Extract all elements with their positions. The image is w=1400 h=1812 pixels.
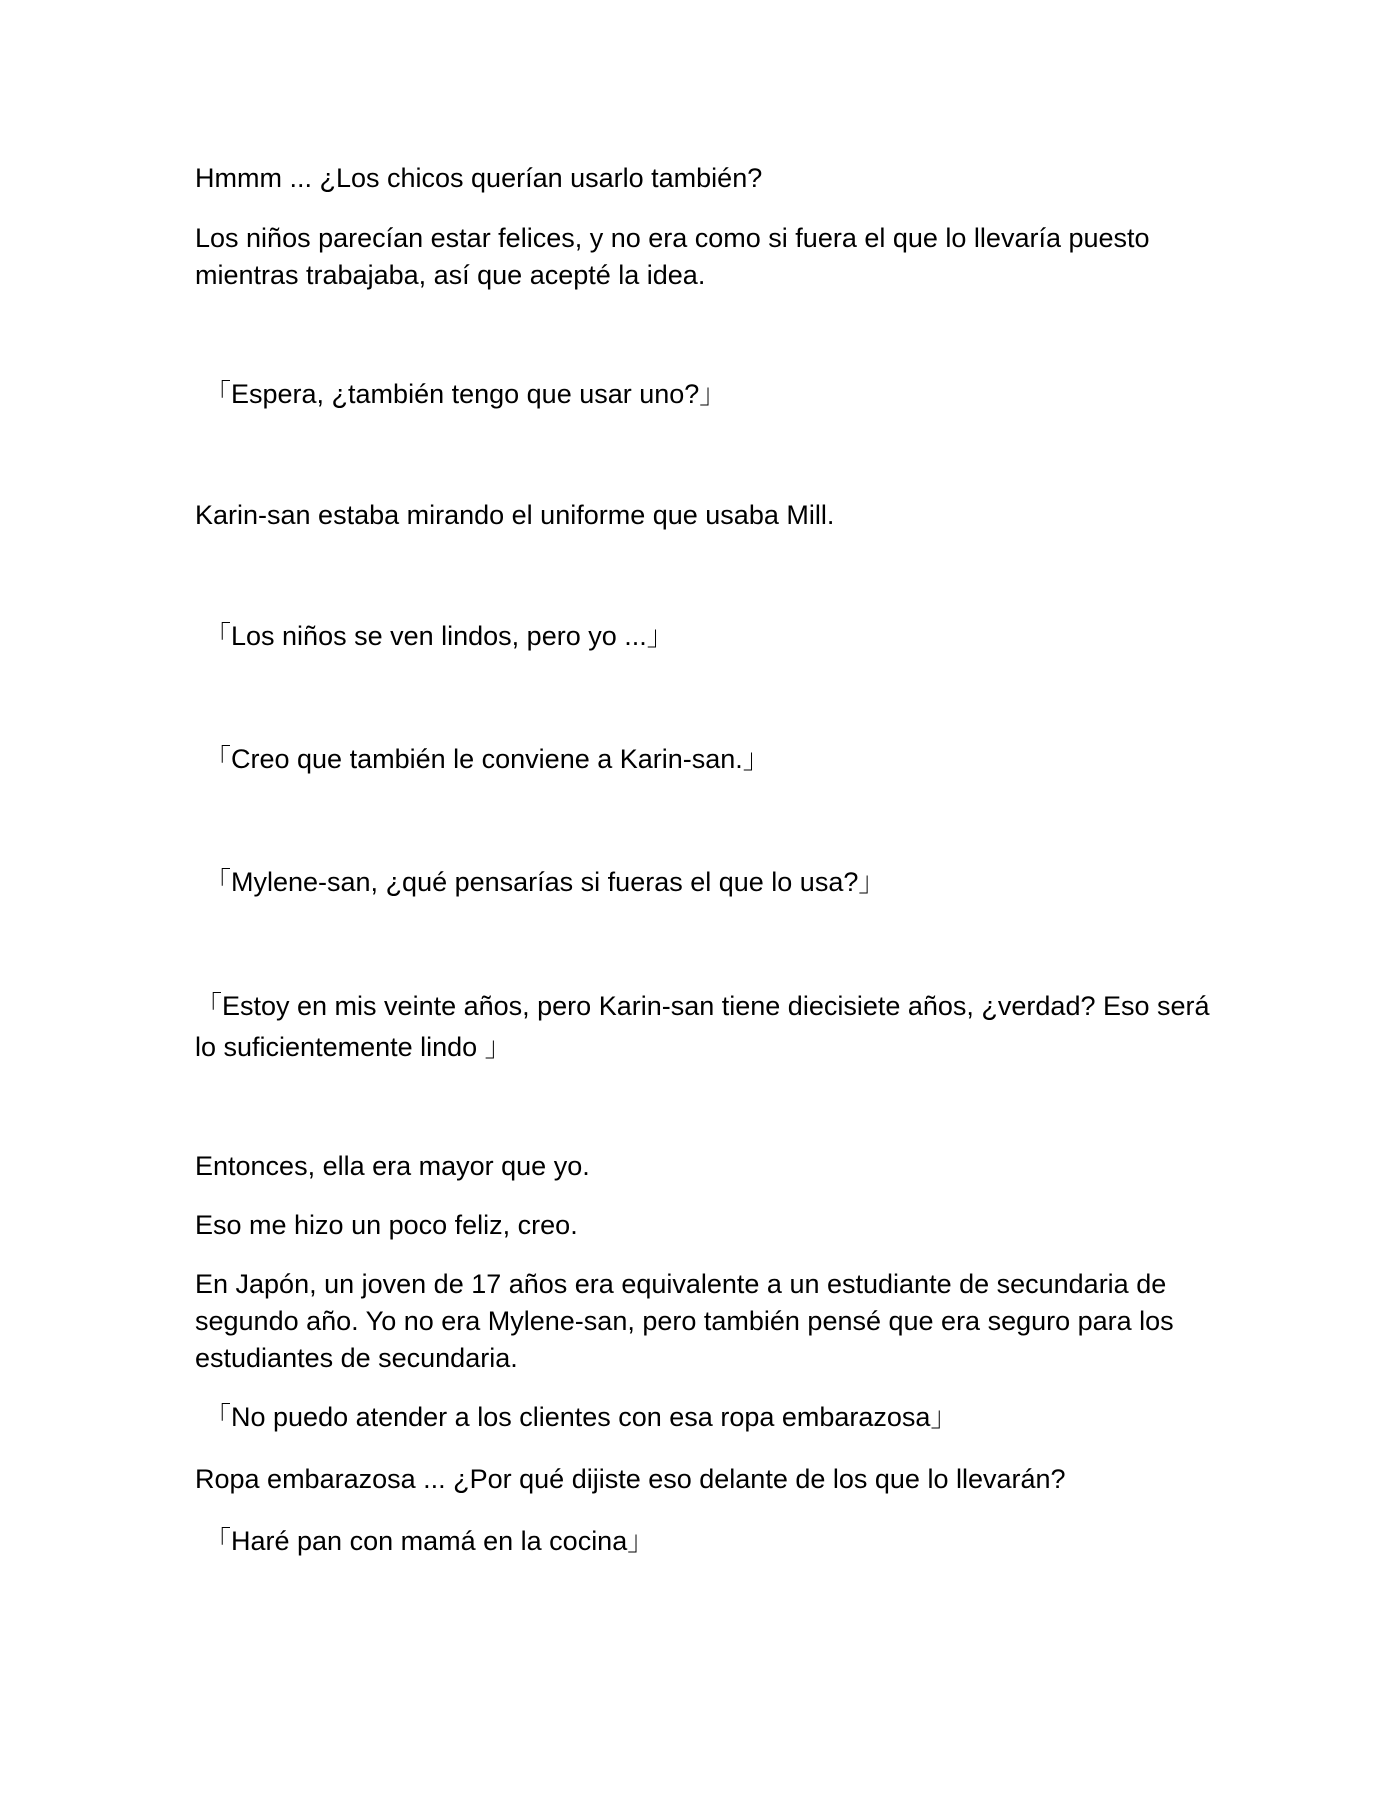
dialogue-line: 「Estoy en mis veinte años, pero Karin-san tiene diecisiete años, ¿verdad? Eso será lo suficientemente lindo 」 bbox=[195, 991, 1210, 1062]
dialogue-line: 「Haré pan con mamá en la cocina」 bbox=[204, 1526, 655, 1556]
narration-paragraph: Karin-san estaba mirando el uniforme que usaba Mill. bbox=[195, 500, 835, 530]
dialogue-line: 「No puedo atender a los clientes con esa ropa embarazosa」 bbox=[204, 1402, 958, 1432]
narration-paragraph: Entonces, ella era mayor que yo. bbox=[195, 1151, 590, 1181]
narration-paragraph: Los niños parecían estar felices, y no era como si fuera el que lo llevaría puesto mientras trabajaba, así que acepté la idea. bbox=[195, 223, 1150, 290]
dialogue-line: 「Mylene-san, ¿qué pensarías si fueras el que lo usa?」 bbox=[204, 867, 886, 897]
dialogue-line: 「Creo que también le conviene a Karin-san.」 bbox=[204, 744, 770, 774]
narration-paragraph: Hmmm ... ¿Los chicos querían usarlo también? bbox=[195, 163, 763, 193]
dialogue-line: 「Los niños se ven lindos, pero yo ...」 bbox=[204, 621, 674, 651]
dialogue-line: 「Espera, ¿también tengo que usar uno?」 bbox=[204, 379, 727, 409]
narration-paragraph: En Japón, un joven de 17 años era equivalente a un estudiante de secundaria de segundo año. Yo no era Mylene-san, pero también pensé que era seguro para los estudiantes de secundaria. bbox=[195, 1269, 1174, 1373]
narration-paragraph: Eso me hizo un poco feliz, creo. bbox=[195, 1210, 578, 1240]
narration-paragraph: Ropa embarazosa ... ¿Por qué dijiste eso delante de los que lo llevarán? bbox=[195, 1464, 1066, 1494]
